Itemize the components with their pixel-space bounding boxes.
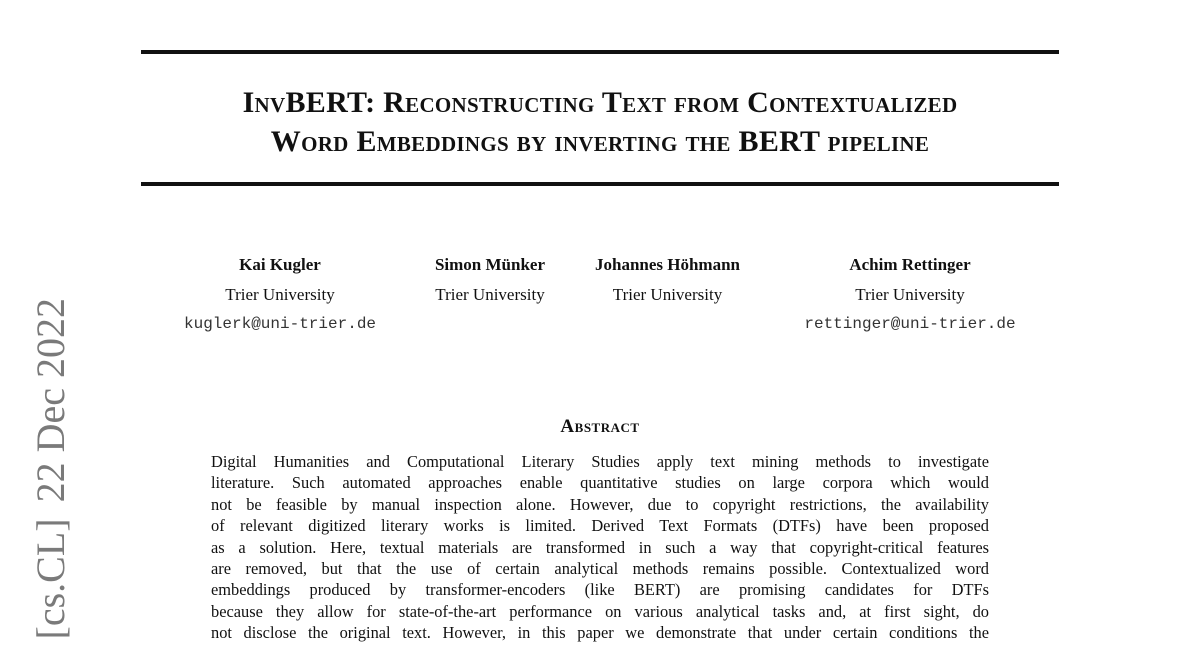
abstract-heading: Abstract — [560, 416, 640, 437]
abstract-line: are removed, but that the use of certain analytical methods remains possible. Contextualized word — [211, 558, 989, 578]
author-email[interactable]: kuglerk@uni-trier.de — [183, 315, 377, 333]
abstract-line: literature. Such automated approaches enable quantitative studies on large corpora which would — [211, 473, 989, 493]
title-bottom-rule — [141, 182, 1059, 186]
author-block — [420, 254, 560, 314]
arxiv-side-stamp — [23, 298, 79, 648]
author-name: Kai Kugler — [239, 255, 321, 274]
author-email[interactable]: rettinger@uni-trier.de — [804, 315, 1016, 333]
abstract-body — [211, 451, 989, 644]
author-block — [570, 254, 765, 314]
abstract-line: Digital Humanities and Computational Literary Studies apply text mining methods to investigate — [211, 452, 989, 471]
author-name: Johannes Höhmann — [594, 255, 741, 274]
abstract-line: not disclose the original text. However, in this paper we demonstrate that under certain conditions the — [211, 623, 989, 643]
paper-title-line-2: Word Embeddings by inverting the BERT pipeline — [270, 125, 930, 158]
author-affiliation: Trier University — [855, 285, 965, 304]
author-affiliation: Trier University — [612, 285, 723, 304]
abstract-line: not be feasible by manual inspection alone. However, due to copyright restrictions, the availability — [211, 494, 989, 514]
author-name: Achim Rettinger — [849, 255, 971, 274]
author-affiliation: Trier University — [225, 285, 335, 304]
title-top-rule — [141, 50, 1059, 54]
abstract-line: because they allow for state-of-the-art performance on various analytical tasks and, at first sight, do — [211, 601, 989, 621]
abstract-line: as a solution. Here, textual materials are transformed in such a way that copyright-critical features — [211, 537, 989, 557]
paper-title-line-1: InvBERT: Reconstructing Text from Contextualized — [242, 86, 958, 119]
arxiv-category: [cs.CL] — [28, 518, 73, 640]
author-block — [140, 254, 420, 334]
arxiv-date: 22 Dec 2022 — [28, 298, 73, 503]
author-name: Simon Münker — [434, 255, 546, 274]
abstract-line: embeddings produced by transformer-encoders (like BERT) are promising candidates for DTFs — [211, 580, 989, 600]
author-affiliation: Trier University — [435, 285, 545, 304]
abstract-line: of relevant digitized literary works is limited. Derived Text Formats (DTFs) have been proposed — [211, 516, 989, 536]
author-block — [770, 254, 1050, 334]
